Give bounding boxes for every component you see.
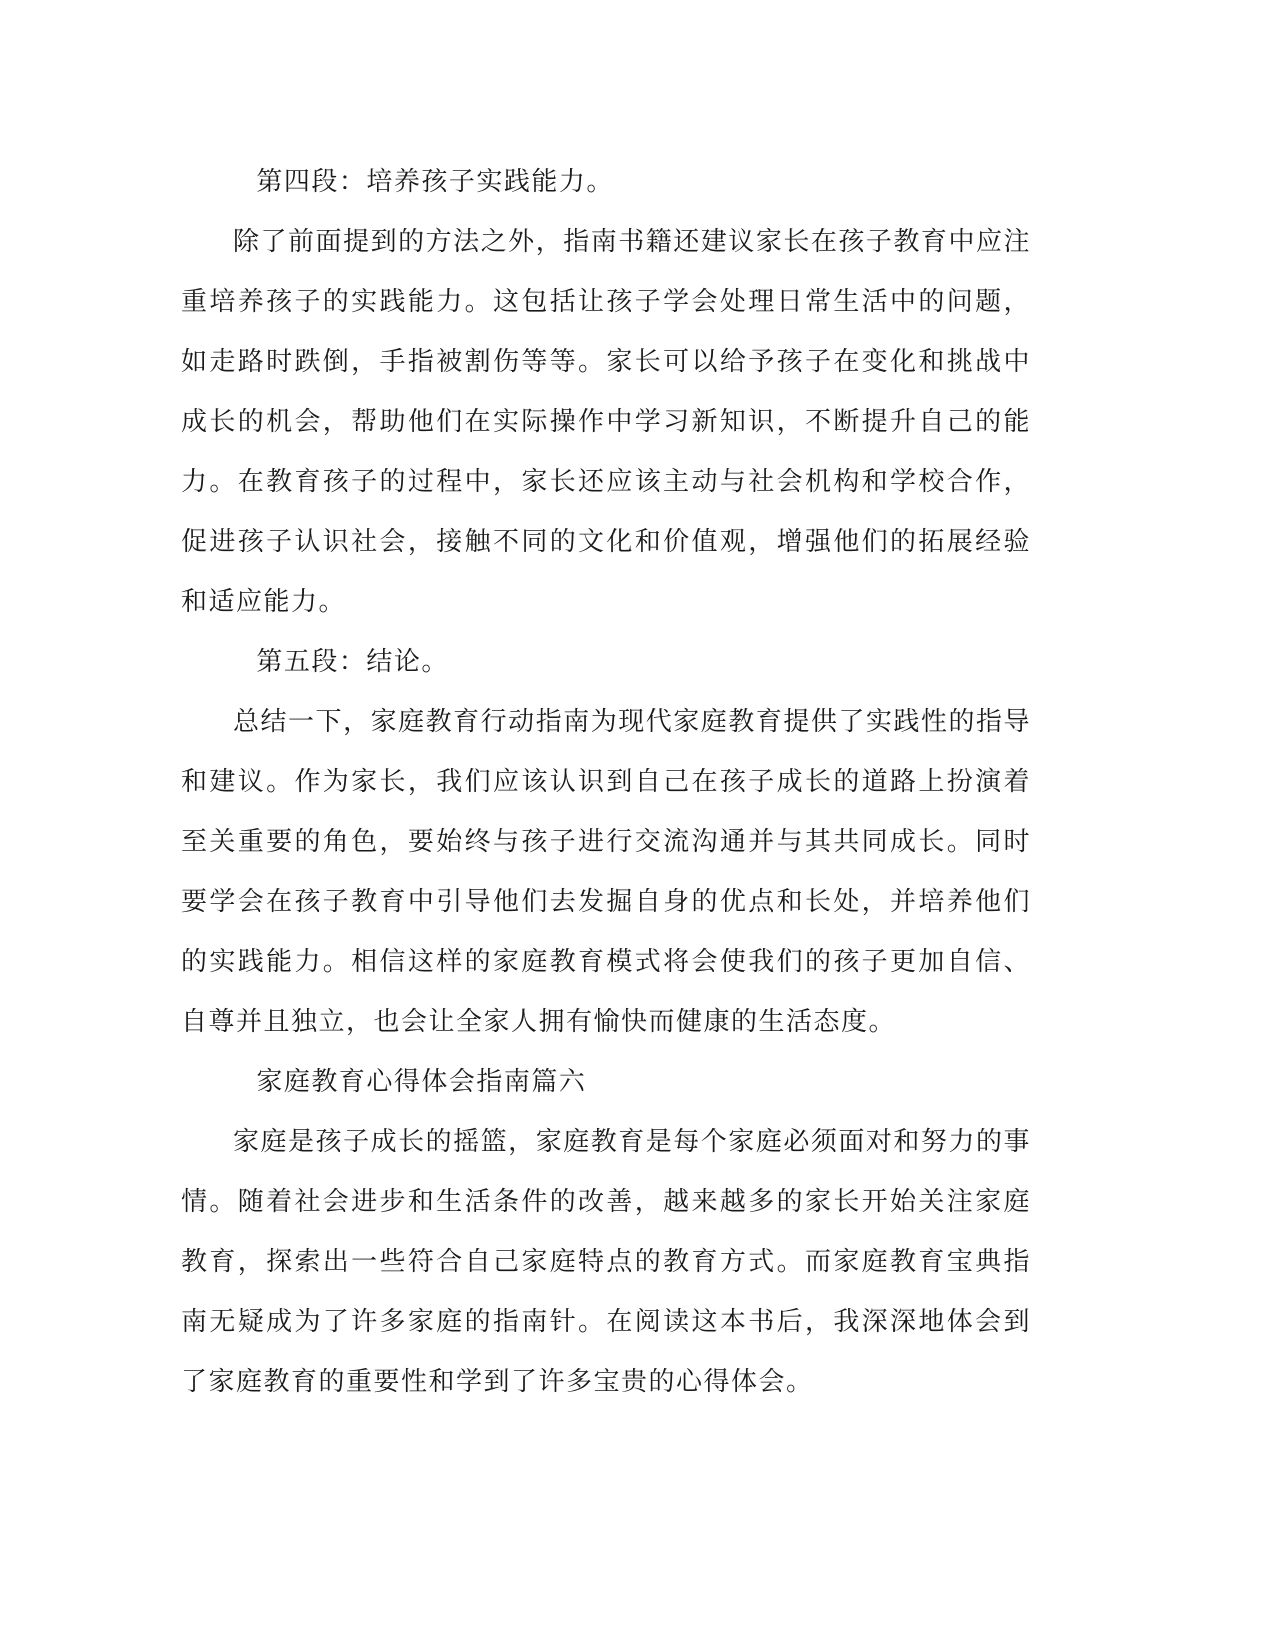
section-heading-4: 第四段：培养孩子实践能力。	[256, 167, 614, 197]
body-paragraph-intro: 家庭是孩子成长的摇篮，家庭教育是每个家庭必须面对和努力的事情。随着社会进步和生活条件的改善，越来越多的家长开始关注家庭教育，探索出一些符合自己家庭特点的教育方式。而家庭教育宝典指南无疑成为了许多家庭的指南针。在阅读这本书后，我深深地体会到了家庭教育的重要性和学到了许多宝贵的心得体会。	[181, 1127, 1031, 1397]
body-paragraph-conclusion: 总结一下，家庭教育行动指南为现代家庭教育提供了实践性的指导和建议。作为家长，我们应该认识到自己在孩子成长的道路上扮演着至关重要的角色，要始终与孩子进行交流沟通并与其共同成长。同时要学会在孩子教育中引导他们去发掘自身的优点和长处，并培养他们的实践能力。相信这样的家庭教育模式将会使我们的孩子更加自信、自尊并且独立，也会让全家人拥有愉快而健康的生活态度。	[181, 707, 1031, 1037]
section-heading-5: 第五段：结论。	[256, 647, 449, 677]
document-body	[181, 152, 1031, 1412]
body-paragraph-practice: 除了前面提到的方法之外，指南书籍还建议家长在孩子教育中应注重培养孩子的实践能力。这包括让孩子学会处理日常生活中的问题，如走路时跌倒，手指被割伤等等。家长可以给予孩子在变化和挑战中成长的机会，帮助他们在实际操作中学习新知识，不断提升自己的能力。在教育孩子的过程中，家长还应该主动与社会机构和学校合作，促进孩子认识社会，接触不同的文化和价值观，增强他们的拓展经验和适应能力。	[181, 227, 1031, 617]
chapter-title-6: 家庭教育心得体会指南篇六	[256, 1067, 587, 1097]
